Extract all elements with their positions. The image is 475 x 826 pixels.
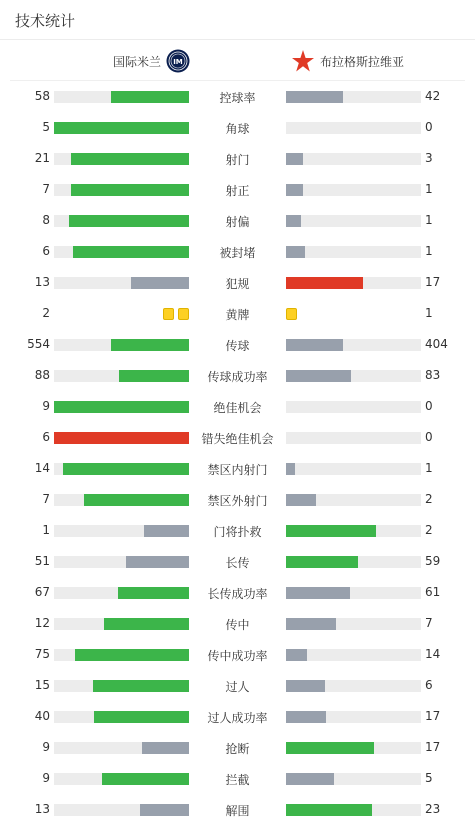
home-stat-bar-track <box>54 339 189 351</box>
yellow-card-icon <box>163 308 174 320</box>
away-stat-bar-track <box>286 339 421 351</box>
stat-label: 错失绝佳机会 <box>201 432 274 446</box>
away-stat-bar-track <box>286 680 421 692</box>
away-stat-bar <box>286 587 350 599</box>
stat-row <box>0 701 475 732</box>
home-stat-bar <box>94 711 189 723</box>
away-stat-value: 42 <box>425 89 441 103</box>
stat-label: 长传成功率 <box>207 587 268 601</box>
stat-row <box>0 422 475 453</box>
away-stat-bar <box>286 556 358 568</box>
home-stat-bar <box>84 494 189 506</box>
stat-label: 射偏 <box>225 215 250 229</box>
home-stat-value: 6 <box>42 244 50 258</box>
away-stat-bar-track <box>286 401 421 413</box>
away-stat-bar <box>286 339 343 351</box>
home-stat-bar <box>54 122 189 134</box>
stat-row <box>0 236 475 267</box>
stat-label: 射正 <box>225 184 250 198</box>
away-stat-bar-track <box>286 587 421 599</box>
away-stat-bar-track <box>286 122 421 134</box>
away-stat-value: 2 <box>425 523 433 537</box>
stat-row <box>0 763 475 794</box>
away-stat-value: 83 <box>425 368 441 382</box>
away-stat-value: 0 <box>425 399 433 413</box>
home-stat-bar <box>144 525 189 537</box>
stat-row <box>0 391 475 422</box>
home-stat-value: 12 <box>34 616 50 630</box>
away-stat-bar-track <box>286 556 421 568</box>
away-stat-bar-track <box>286 215 421 227</box>
home-stat-value: 40 <box>34 709 50 723</box>
away-stat-value: 0 <box>425 430 433 444</box>
home-stat-bar <box>118 587 189 599</box>
away-stat-bar-track <box>286 742 421 754</box>
stat-row <box>0 298 475 329</box>
slavia-red-star-logo-icon <box>291 49 315 73</box>
home-stat-value: 8 <box>42 213 50 227</box>
stat-label: 禁区内射门 <box>207 463 268 477</box>
away-stat-bar-track <box>286 618 421 630</box>
inter-milan-logo-icon <box>166 49 190 73</box>
away-stat-value: 1 <box>425 182 433 196</box>
stat-row <box>0 484 475 515</box>
away-team-name: 布拉格斯拉维亚 <box>320 54 405 69</box>
away-stat-bar <box>286 215 301 227</box>
stat-row <box>0 546 475 577</box>
home-stat-value: 554 <box>27 337 50 351</box>
stat-row <box>0 360 475 391</box>
away-stat-value: 14 <box>425 647 441 661</box>
away-stat-bar-track <box>286 277 421 289</box>
away-stat-bar <box>286 711 326 723</box>
stat-label: 被封堵 <box>219 246 256 260</box>
away-stat-bar <box>286 153 303 165</box>
stat-label: 射门 <box>225 153 250 167</box>
home-stat-value: 2 <box>42 306 50 320</box>
away-stat-bar-track <box>286 804 421 816</box>
home-stat-value: 88 <box>34 368 50 382</box>
stat-label: 禁区外射门 <box>207 494 268 508</box>
away-stat-bar <box>286 680 325 692</box>
stat-row <box>0 794 475 825</box>
away-stat-bar-track <box>286 463 421 475</box>
home-yellow-cards <box>163 308 189 320</box>
away-stat-value: 1 <box>425 306 433 320</box>
home-stat-bar <box>102 773 189 785</box>
stat-row <box>0 112 475 143</box>
home-stat-bar <box>142 742 189 754</box>
home-stat-value: 6 <box>42 430 50 444</box>
away-stat-bar-track <box>286 246 421 258</box>
teams-header <box>0 41 475 81</box>
home-stat-value: 67 <box>34 585 50 599</box>
stat-label: 传球成功率 <box>207 370 268 384</box>
away-stat-bar-track <box>286 91 421 103</box>
away-stat-bar <box>286 277 363 289</box>
stat-row <box>0 453 475 484</box>
away-stat-bar <box>286 525 376 537</box>
away-stat-value: 1 <box>425 461 433 475</box>
stat-label: 抢断 <box>225 742 250 756</box>
stat-label: 控球率 <box>219 91 256 105</box>
home-stat-value: 7 <box>42 492 50 506</box>
away-stat-value: 1 <box>425 213 433 227</box>
home-stat-bar-track <box>54 184 189 196</box>
home-stat-value: 13 <box>34 275 50 289</box>
away-stat-bar-track <box>286 773 421 785</box>
stat-row <box>0 670 475 701</box>
home-stat-value: 13 <box>34 802 50 816</box>
home-stat-bar-track <box>54 432 189 444</box>
away-stat-value: 3 <box>425 151 433 165</box>
home-stat-bar <box>71 153 189 165</box>
home-stat-value: 9 <box>42 740 50 754</box>
away-stat-bar <box>286 804 372 816</box>
away-team[interactable] <box>291 49 404 73</box>
home-stat-bar-track <box>54 91 189 103</box>
stat-label: 黄牌 <box>225 308 250 322</box>
away-stat-bar-track <box>286 711 421 723</box>
away-stat-bar <box>286 91 343 103</box>
home-stat-bar-track <box>54 587 189 599</box>
stat-row <box>0 732 475 763</box>
away-stat-bar <box>286 494 316 506</box>
home-stat-bar <box>69 215 189 227</box>
away-stat-bar-track <box>286 649 421 661</box>
stat-row <box>0 267 475 298</box>
stat-label: 犯规 <box>225 277 250 291</box>
home-stat-bar-track <box>54 649 189 661</box>
home-stat-bar <box>111 91 189 103</box>
home-stat-value: 14 <box>34 461 50 475</box>
away-stat-bar <box>286 370 351 382</box>
home-stat-bar <box>75 649 189 661</box>
home-stat-bar-track <box>54 773 189 785</box>
home-stat-value: 1 <box>42 523 50 537</box>
home-stat-bar-track <box>54 711 189 723</box>
away-stat-value: 404 <box>425 337 448 351</box>
stat-row <box>0 608 475 639</box>
away-stat-bar-track <box>286 370 421 382</box>
home-stat-bar-track <box>54 525 189 537</box>
away-stat-bar <box>286 742 374 754</box>
home-stat-bar <box>54 401 189 413</box>
home-stat-value: 15 <box>34 678 50 692</box>
home-stat-bar-track <box>54 215 189 227</box>
away-stat-value: 1 <box>425 244 433 258</box>
yellow-card-icon <box>286 308 297 320</box>
away-stat-value: 17 <box>425 275 441 289</box>
home-stat-value: 51 <box>34 554 50 568</box>
home-stat-bar-track <box>54 742 189 754</box>
stat-row <box>0 205 475 236</box>
home-stat-bar <box>140 804 189 816</box>
stat-label: 传球 <box>225 339 250 353</box>
stat-row <box>0 515 475 546</box>
home-stat-bar <box>119 370 189 382</box>
home-stat-bar-track <box>54 401 189 413</box>
stat-row <box>0 329 475 360</box>
page-title: 技术统计 <box>15 12 76 30</box>
home-stat-value: 75 <box>34 647 50 661</box>
home-stat-bar-track <box>54 153 189 165</box>
stat-label: 拦截 <box>225 773 250 787</box>
away-stat-bar <box>286 463 295 475</box>
away-stat-bar-track <box>286 432 421 444</box>
away-stat-value: 2 <box>425 492 433 506</box>
away-stat-bar-track <box>286 153 421 165</box>
home-stat-bar <box>73 246 189 258</box>
stat-label: 过人 <box>225 680 250 694</box>
away-stat-bar <box>286 184 303 196</box>
stat-label: 过人成功率 <box>207 711 268 725</box>
home-stat-bar-track <box>54 463 189 475</box>
home-stat-bar <box>104 618 189 630</box>
away-stat-bar-track <box>286 525 421 537</box>
home-stat-value: 21 <box>34 151 50 165</box>
home-team-name: 国际米兰 <box>112 54 161 69</box>
stat-label: 长传 <box>225 556 250 570</box>
home-stat-bar-track <box>54 556 189 568</box>
home-stat-value: 9 <box>42 771 50 785</box>
away-stat-value: 5 <box>425 771 433 785</box>
away-stat-value: 23 <box>425 802 441 816</box>
stat-label: 绝佳机会 <box>213 401 262 415</box>
home-stat-value: 58 <box>34 89 50 103</box>
home-stat-bar <box>126 556 189 568</box>
home-stat-value: 9 <box>42 399 50 413</box>
away-stat-value: 17 <box>425 709 441 723</box>
away-yellow-cards <box>286 308 297 320</box>
home-stat-bar-track <box>54 680 189 692</box>
home-stat-bar <box>93 680 189 692</box>
home-stat-bar <box>71 184 189 196</box>
away-stat-value: 61 <box>425 585 441 599</box>
home-stat-bar <box>54 432 189 444</box>
stat-label: 传中 <box>225 618 250 632</box>
home-stat-bar-track <box>54 246 189 258</box>
home-stat-bar <box>111 339 189 351</box>
stat-row <box>0 577 475 608</box>
svg-text:IM: IM <box>173 58 183 66</box>
away-stat-value: 17 <box>425 740 441 754</box>
stat-row <box>0 639 475 670</box>
away-stat-bar <box>286 618 336 630</box>
home-stat-bar-track <box>54 122 189 134</box>
away-stat-bar-track <box>286 184 421 196</box>
home-stat-bar <box>63 463 189 475</box>
away-stat-value: 6 <box>425 678 433 692</box>
stat-row <box>0 143 475 174</box>
home-stat-bar <box>131 277 189 289</box>
home-stat-value: 7 <box>42 182 50 196</box>
home-stat-bar-track <box>54 804 189 816</box>
stat-label: 解围 <box>225 804 250 818</box>
stat-label: 传中成功率 <box>207 649 268 663</box>
stats-list <box>0 81 475 825</box>
home-stat-bar-track <box>54 618 189 630</box>
away-stat-value: 59 <box>425 554 441 568</box>
away-stat-bar <box>286 773 334 785</box>
away-stat-bar <box>286 649 307 661</box>
stat-row <box>0 174 475 205</box>
yellow-card-icon <box>178 308 189 320</box>
away-stat-bar-track <box>286 494 421 506</box>
home-stat-bar-track <box>54 277 189 289</box>
away-stat-bar <box>286 246 305 258</box>
stats-header <box>0 0 475 40</box>
away-stat-value: 0 <box>425 120 433 134</box>
stat-label: 角球 <box>225 122 250 136</box>
home-stat-bar-track <box>54 494 189 506</box>
stat-row <box>0 81 475 112</box>
away-stat-value: 7 <box>425 616 433 630</box>
home-team[interactable] <box>113 49 190 73</box>
stat-label: 门将扑救 <box>213 525 262 539</box>
home-stat-bar-track <box>54 370 189 382</box>
home-stat-value: 5 <box>42 120 50 134</box>
